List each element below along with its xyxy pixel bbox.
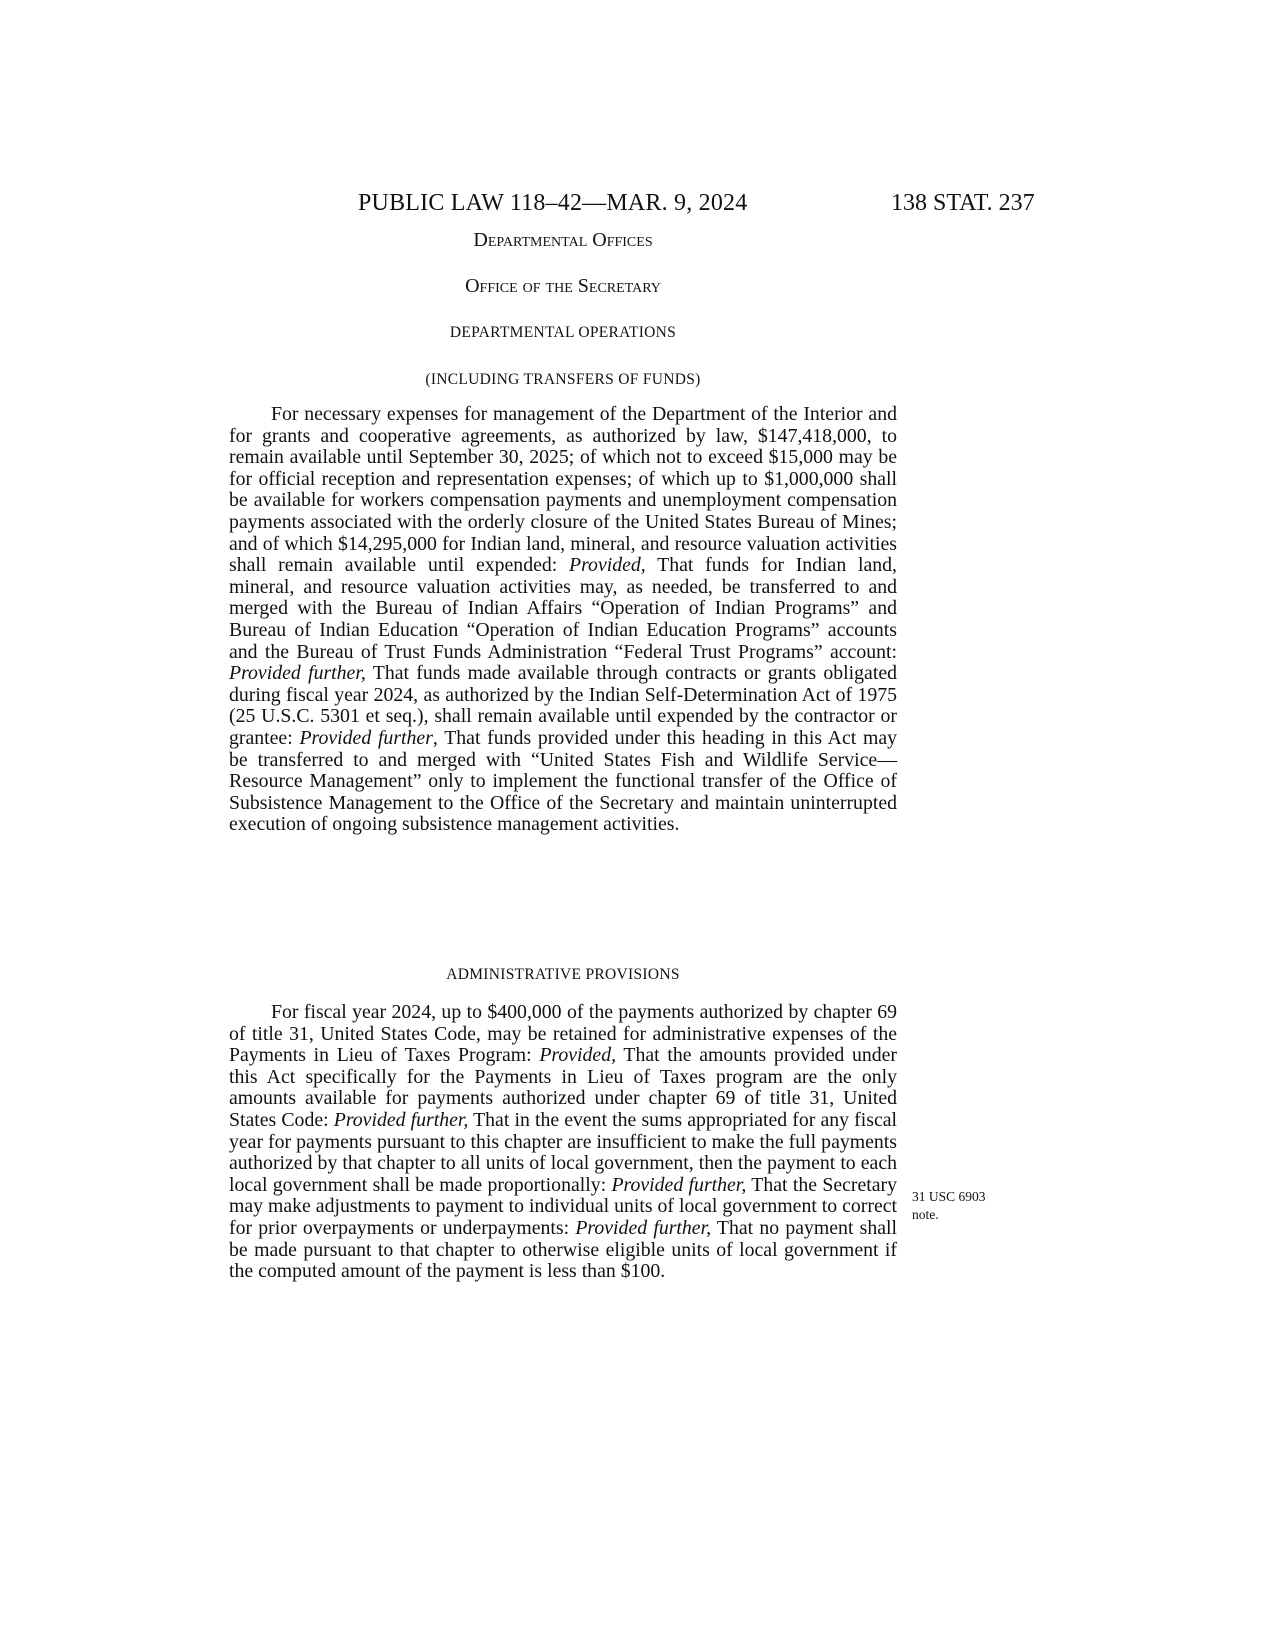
- operations-text-3: That funds made available through contracts or grants obligated during fiscal year 2024, as authorized by the Indian Self-Determination Act of 1975 (25 U.S.C. 5301 et seq.), shall remain available until expended by the contractor or grantee:: [229, 662, 898, 749]
- admin-text-3: That in the event the sums appropriated for any fiscal year for payments pursuant to this chapter are insufficient to make the full payments authorized by that chapter to all units of local government, then the payment to each local government shall be made proportionally:: [229, 1108, 897, 1196]
- heading-departmental-operations: DEPARTMENTAL OPERATIONS: [449, 324, 677, 341]
- running-header-stat-page: 138 STAT. 237: [891, 190, 1035, 216]
- operations-proviso-1: Provided,: [569, 554, 646, 577]
- admin-proviso-3: Provided further,: [611, 1173, 747, 1196]
- admin-text-1: For fiscal year 2024, up to $400,000 of the payments authorized by chapter 69 of title 31, United States Code, may be retained for administrative expenses of the Payments in Lieu of Taxes Program:: [229, 1001, 897, 1067]
- operations-text-4: , That funds provided under this heading in this Act may be transferred to and merged with “United States Fish and Wildlife Service—Resource Management” only to implement the functional transfer of the Office of Subsistence Management to the Office of the Secretary and maintain uninterrupted execution of ongoing subsistence management activities.: [229, 726, 897, 836]
- heading-including-transfers: (INCLUDING TRANSFERS OF FUNDS): [425, 371, 701, 388]
- admin-text-4: That the Secretary may make adjustments to payment to individual units of local government to correct for prior overpayments or underpayments:: [229, 1173, 898, 1239]
- margin-note-line-2: note.: [912, 1207, 939, 1222]
- heading-administrative-provisions: ADMINISTRATIVE PROVISIONS: [446, 966, 680, 983]
- margin-note-citation: [912, 1188, 986, 1224]
- admin-proviso-4: Provided further,: [575, 1216, 712, 1239]
- admin-proviso-1: Provided,: [539, 1044, 617, 1067]
- heading-departmental-offices: Departmental Offices: [473, 229, 653, 251]
- heading-office-of-secretary: Office of the Secretary: [465, 275, 661, 297]
- administrative-paragraph: [229, 1002, 897, 1283]
- admin-text-5: That no payment shall be made pursuant to that chapter to otherwise eligible units of local government if the computed amount of the payment is less than $100.: [229, 1216, 898, 1283]
- operations-proviso-2: Provided further,: [229, 662, 366, 685]
- running-header-law: PUBLIC LAW 118–42—MAR. 9, 2024: [358, 190, 748, 216]
- admin-text-2: That the amounts provided under this Act specifically for the Payments in Lieu of Taxes program are the only amounts available for payments authorized under chapter 69 of title 31, United States Code:: [229, 1044, 897, 1131]
- operations-paragraph: [229, 404, 897, 836]
- operations-text-2: That funds for Indian land, mineral, and resource valuation activities may, as needed, be transferred to and merged with the Bureau of Indian Affairs “Operation of Indian Programs” and Bureau of Indian Education “Operation of Indian Education Programs” accounts and the Bureau of Trust Funds Administration “Federal Trust Programs” account:: [229, 554, 897, 663]
- operations-proviso-3: Provided further: [299, 726, 433, 749]
- operations-text-1: For necessary expenses for management of the Department of the Interior and for grants and cooperative agreements, as authorized by law, $147,418,000, to remain available until September 30, 2025; of which not to exceed $15,000 may be for official reception and representation expenses; of which up to $1,000,000 shall be available for workers compensation payments and unemployment compensation payments associated with the orderly closure of the United States Bureau of Mines; and of which $14,295,000 for Indian land, mineral, and resource valuation activities shall remain available until expended:: [229, 403, 897, 577]
- admin-proviso-2: Provided further,: [333, 1108, 469, 1131]
- margin-note-line-1: 31 USC 6903: [912, 1189, 986, 1204]
